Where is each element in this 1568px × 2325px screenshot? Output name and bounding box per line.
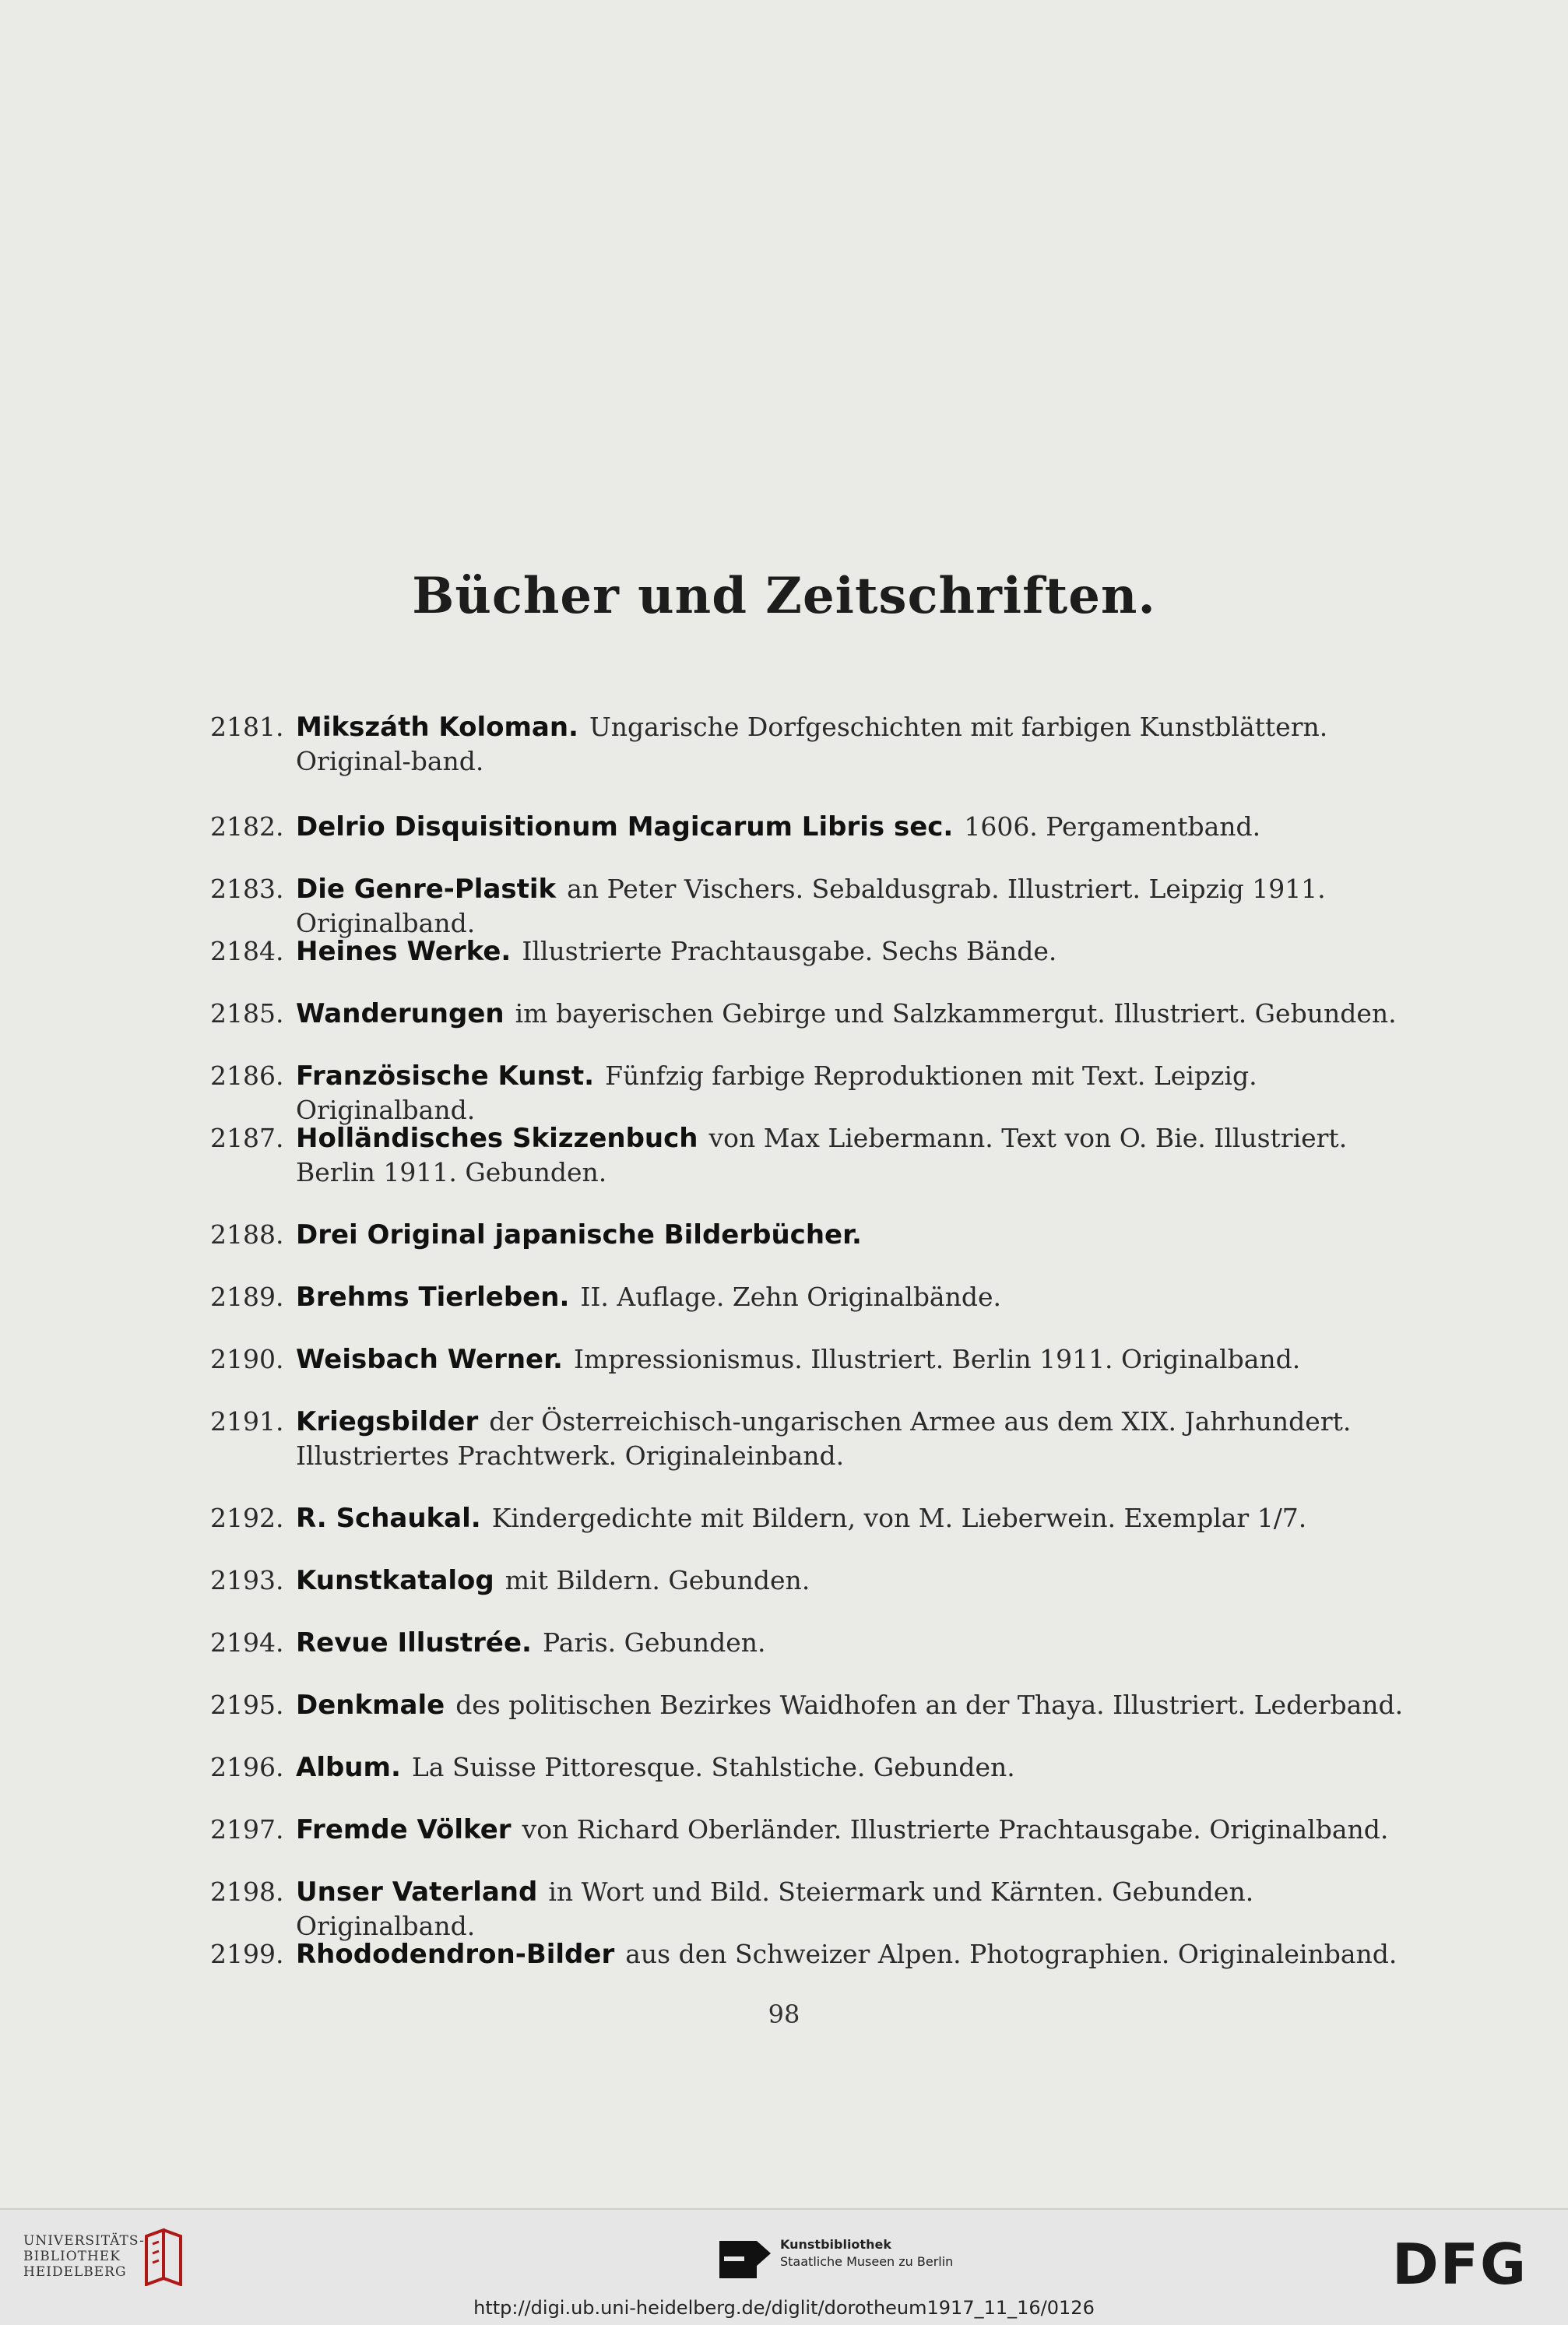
entry-number: 2184. [210, 936, 284, 966]
entry-head: Brehms Tierleben. [296, 1282, 570, 1313]
entry-text: II. Auflage. Zehn Originalbände. [580, 1282, 1002, 1312]
entry-text: Paris. Gebunden. [542, 1627, 766, 1658]
entry-head: Holländisches Skizzenbuch [296, 1123, 698, 1154]
entry-head: Kriegsbilder [296, 1406, 479, 1437]
entry-head: Die Genre-Plastik [296, 874, 557, 905]
entry-head: Denkmale [296, 1690, 445, 1721]
source-url[interactable]: http://digi.ub.uni-heidelberg.de/diglit/dorotheum1917_11_16/0126 [473, 2297, 1095, 2319]
kunstbibliothek-label: Kunstbibliothek Staatliche Museen zu Berlin [780, 2237, 954, 2269]
entry-head: Französische Kunst. [296, 1060, 595, 1092]
entry-head: Drei Original japanische Bilderbücher. [296, 1219, 862, 1250]
entry-text: des politischen Bezirkes Waidhofen an der Thaya. Illustriert. Lederband. [455, 1690, 1404, 1720]
entry-text: von Richard Oberländer. Illustrierte Prachtausgabe. Originalband. [522, 1814, 1389, 1845]
entry-head: Unser Vaterland [296, 1877, 538, 1908]
entry-number: 2196. [210, 1752, 284, 1782]
entry-text: Kindergedichte mit Bildern, von M. Lieberwein. Exemplar 1/7. [491, 1503, 1307, 1533]
entry-text: Fünfzig farbige Reproduktionen mit Text. Leipzig. Originalband. [296, 1060, 1257, 1125]
entry-number: 2193. [210, 1565, 284, 1595]
entry-text: mit Bildern. Gebunden. [505, 1565, 810, 1595]
entry-text: Illustrierte Prachtausgabe. Sechs Bände. [522, 936, 1057, 966]
entry-head: Revue Illustrée. [296, 1627, 532, 1658]
entry-number: 2187. [210, 1123, 284, 1153]
dfg-logo: DFG [1392, 2232, 1528, 2297]
entry-text: La Suisse Pittoresque. Stahlstiche. Gebunden. [411, 1752, 1015, 1782]
entry-number: 2189. [210, 1282, 284, 1312]
entry-number: 2192. [210, 1503, 284, 1533]
entry-number: 2188. [210, 1219, 284, 1250]
entry-number: 2198. [210, 1877, 284, 1907]
entry-head: Fremde Völker [296, 1814, 512, 1845]
entry-head: Rhododendron-Bilder [296, 1939, 615, 1970]
entry-number: 2195. [210, 1690, 284, 1720]
entry-head: Delrio Disquisitionum Magicarum Libris sec. [296, 811, 954, 842]
entry-number: 2185. [210, 998, 284, 1029]
entry-text: der Österreichisch-ungarischen Armee aus dem XIX. Jahrhundert. Illustriertes Prachtwerk. Originaleinband. [296, 1406, 1352, 1471]
entry-text: 1606. Pergamentband. [964, 811, 1261, 842]
entry-number: 2181. [210, 712, 284, 742]
entry-text: in Wort und Bild. Steiermark und Kärnten. Gebunden. Originalband. [296, 1877, 1254, 1941]
entry-head: Kunstkatalog [296, 1565, 494, 1596]
entry-head: Album. [296, 1752, 401, 1783]
entry-number: 2183. [210, 874, 284, 904]
entry-number: 2182. [210, 811, 284, 842]
entry-text: Ungarische Dorfgeschichten mit farbigen Kunstblättern. Original-band. [296, 712, 1328, 776]
entry-head: Mikszáth Koloman. [296, 712, 578, 743]
entry-number: 2186. [210, 1060, 284, 1091]
entry-head: Heines Werke. [296, 936, 512, 967]
page-number: 98 [768, 2000, 800, 2029]
entry-number: 2191. [210, 1406, 284, 1437]
viewer-footer [0, 2208, 1568, 2325]
entry-text: aus den Schweizer Alpen. Photographien. Originaleinband. [625, 1939, 1397, 1969]
entry-number: 2197. [210, 1814, 284, 1845]
entry-text: an Peter Vischers. Sebaldusgrab. Illustriert. Leipzig 1911. Originalband. [296, 874, 1326, 938]
entry-text: von Max Liebermann. Text von O. Bie. Illustriert. Berlin 1911. Gebunden. [296, 1123, 1348, 1187]
entry-head: Wanderungen [296, 998, 505, 1029]
entry-number: 2190. [210, 1344, 284, 1374]
entry-text: im bayerischen Gebirge und Salzkammergut. Illustriert. Gebunden. [515, 998, 1397, 1029]
university-library-label: UNIVERSITÄTS- BIBLIOTHEK HEIDELBERG [23, 2233, 145, 2280]
page-title: Bücher und Zeitschriften. [412, 567, 1156, 625]
entry-number: 2194. [210, 1627, 284, 1658]
entry-text: Impressionismus. Illustriert. Berlin 1911. Originalband. [573, 1344, 1301, 1374]
entry-head: R. Schaukal. [296, 1503, 481, 1534]
entry-head: Weisbach Werner. [296, 1344, 563, 1375]
university-library-logo-icon [142, 2228, 185, 2286]
kunstbibliothek-logo-icon [718, 2236, 772, 2283]
entry-number: 2199. [210, 1939, 284, 1969]
